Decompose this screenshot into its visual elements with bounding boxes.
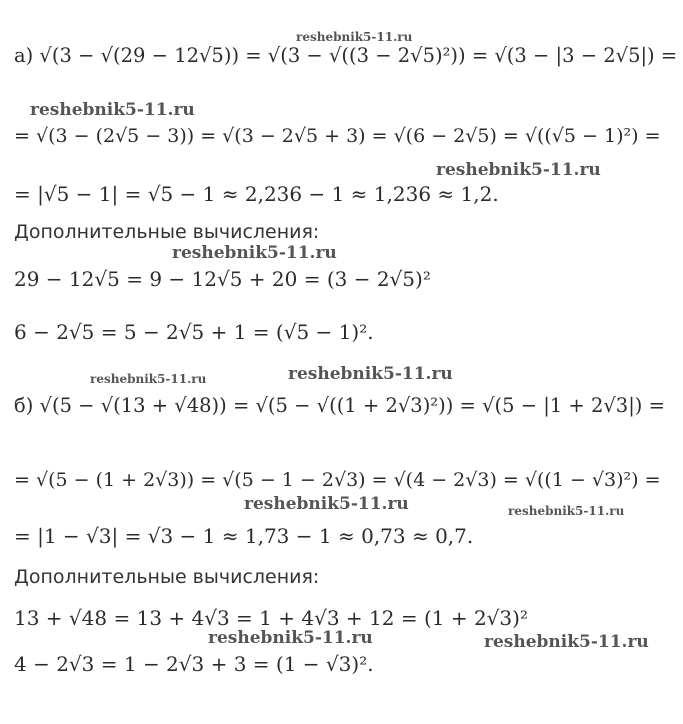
part-b-line-1: б) √(5 − √(13 + √48)) = √(5 − √((1 + 2√3)²)) = √(5 − |1 + 2√3|) = [14, 394, 665, 417]
part-b-extra-2: 4 − 2√3 = 1 − 2√3 + 3 = (1 − √3)². [14, 652, 374, 676]
watermark: reshebnik5-11.ru [436, 160, 601, 180]
watermark: reshebnik5-11.ru [508, 504, 625, 518]
watermark: reshebnik5-11.ru [90, 372, 207, 386]
part-a-line-2: = √(3 − (2√5 − 3)) = √(3 − 2√5 + 3) = √(6 − 2√5) = √((√5 − 1)²) = [14, 125, 661, 147]
part-a-extra-2: 6 − 2√5 = 5 − 2√5 + 1 = (√5 − 1)². [14, 320, 374, 344]
extra-calc-heading-b: Дополнительные вычисления: [14, 566, 320, 588]
watermark: reshebnik5-11.ru [208, 628, 373, 648]
part-a-extra-1: 29 − 12√5 = 9 − 12√5 + 20 = (3 − 2√5)² [14, 267, 431, 291]
part-b-extra-1: 13 + √48 = 13 + 4√3 = 1 + 4√3 + 12 = (1 + 2√3)² [14, 606, 528, 630]
part-b-line-2: = √(5 − (1 + 2√3)) = √(5 − 1 − 2√3) = √(4 − 2√3) = √((1 − √3)²) = [14, 469, 661, 491]
part-a-line-3: = |√5 − 1| = √5 − 1 ≈ 2,236 − 1 ≈ 1,236 ≈ 1,2. [14, 182, 499, 206]
part-b-line-3: = |1 − √3| = √3 − 1 ≈ 1,73 − 1 ≈ 0,73 ≈ 0,7. [14, 524, 474, 548]
watermark: reshebnik5-11.ru [288, 364, 453, 384]
watermark: reshebnik5-11.ru [30, 100, 195, 120]
watermark: reshebnik5-11.ru [484, 632, 649, 652]
part-a-line-1: а) √(3 − √(29 − 12√5)) = √(3 − √((3 − 2√5)²)) = √(3 − |3 − 2√5|) = [14, 44, 678, 67]
watermark: reshebnik5-11.ru [172, 243, 337, 263]
watermark: reshebnik5-11.ru [296, 30, 413, 44]
extra-calc-heading-a: Дополнительные вычисления: [14, 221, 320, 243]
watermark: reshebnik5-11.ru [244, 494, 409, 514]
